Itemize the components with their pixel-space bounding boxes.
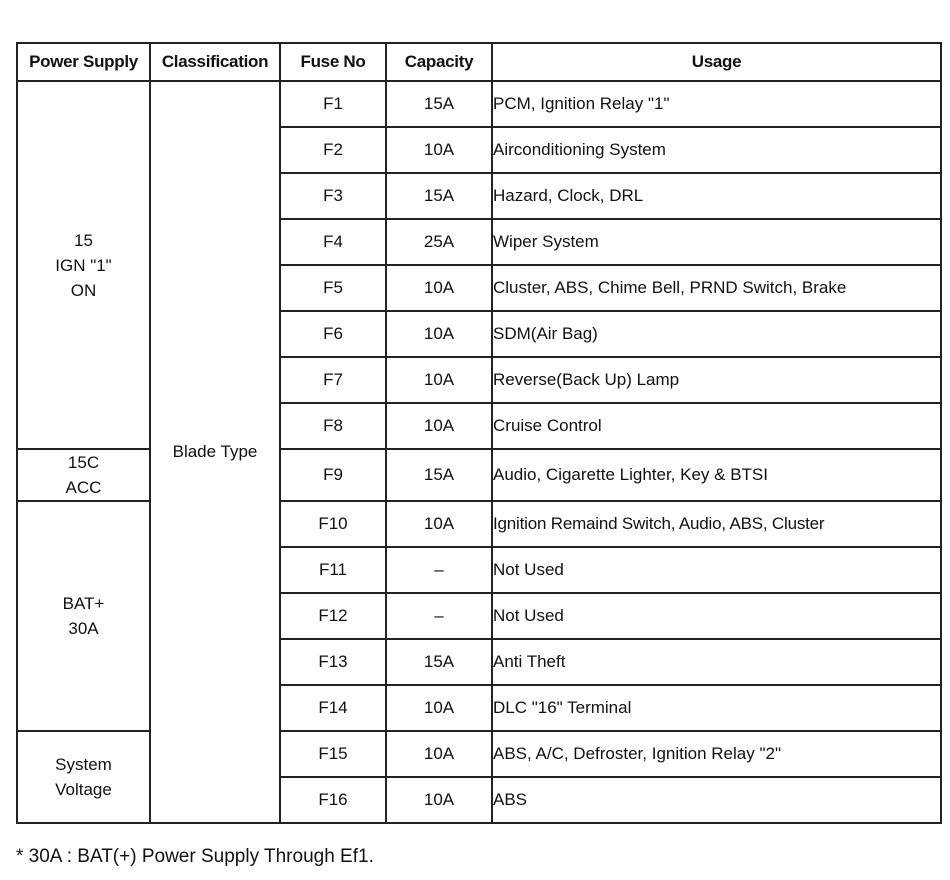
power-supply-line: System [55,755,112,774]
usage-cell: SDM(Air Bag) [492,311,941,357]
fuse-no-cell: F7 [280,357,386,403]
usage-cell: Anti Theft [492,639,941,685]
power-supply-line: ON [70,280,97,300]
capacity-cell: 10A [386,731,492,777]
usage-cell: ABS [492,777,941,823]
capacity-cell: – [386,593,492,639]
fuse-no-cell: F9 [280,449,386,501]
capacity-cell: 15A [386,81,492,127]
fuse-table [16,42,942,824]
fuse-no-cell: F13 [280,639,386,685]
capacity-cell: 15A [386,449,492,501]
table-body [17,81,941,823]
header-row [17,43,941,81]
fuse-no-cell: F3 [280,173,386,219]
fuse-no-cell: F2 [280,127,386,173]
power-supply-line: 30A [68,619,99,638]
capacity-cell: 10A [386,265,492,311]
fuse-no-cell: F6 [280,311,386,357]
capacity-cell: – [386,547,492,593]
classification-cell: Blade Type [150,81,280,823]
usage-cell: Audio, Cigarette Lighter, Key & BTSI [492,449,941,501]
header-classification: Classification [150,43,280,81]
fuse-no-cell: F12 [280,593,386,639]
usage-cell: Ignition Remaind Switch, Audio, ABS, Cluster [492,501,941,547]
usage-cell: Cruise Control [492,403,941,449]
power-supply-line: BAT+ [62,594,105,613]
usage-cell: Wiper System [492,219,941,265]
power-supply-line: ACC [65,478,102,497]
table-row [17,81,941,127]
power-supply-cell [17,731,150,823]
usage-cell: Hazard, Clock, DRL [492,173,941,219]
header-power-supply: Power Supply [17,43,150,81]
usage-cell: Cluster, ABS, Chime Bell, PRND Switch, Brake [492,265,941,311]
capacity-cell: 10A [386,357,492,403]
usage-cell: Not Used [492,593,941,639]
power-supply-line: Voltage [55,780,112,799]
fuse-no-cell: F10 [280,501,386,547]
footnote: * 30A : BAT(+) Power Supply Through Ef1. [16,846,374,867]
fuse-no-cell: F16 [280,777,386,823]
capacity-cell: 25A [386,219,492,265]
power-supply-line: 15 [74,230,93,250]
usage-cell: DLC "16" Terminal [492,685,941,731]
capacity-cell: 10A [386,685,492,731]
fuse-no-cell: F1 [280,81,386,127]
capacity-cell: 10A [386,777,492,823]
header-fuse-no: Fuse No [280,43,386,81]
header-usage: Usage [492,43,941,81]
usage-cell: Reverse(Back Up) Lamp [492,357,941,403]
power-supply-cell [17,81,150,449]
table-header [17,43,941,81]
capacity-cell: 10A [386,311,492,357]
usage-cell: Airconditioning System [492,127,941,173]
power-supply-line: IGN "1" [55,255,112,275]
usage-cell: Not Used [492,547,941,593]
capacity-cell: 15A [386,173,492,219]
power-supply-line: 15C [67,453,100,472]
capacity-cell: 10A [386,127,492,173]
capacity-cell: 15A [386,639,492,685]
fuse-no-cell: F8 [280,403,386,449]
capacity-cell: 10A [386,501,492,547]
usage-cell: PCM, Ignition Relay "1" [492,81,941,127]
fuse-no-cell: F11 [280,547,386,593]
capacity-cell: 10A [386,403,492,449]
fuse-no-cell: F5 [280,265,386,311]
header-capacity: Capacity [386,43,492,81]
fuse-no-cell: F14 [280,685,386,731]
fuse-no-cell: F15 [280,731,386,777]
fuse-no-cell: F4 [280,219,386,265]
power-supply-cell [17,501,150,731]
usage-cell: ABS, A/C, Defroster, Ignition Relay "2" [492,731,941,777]
power-supply-cell [17,449,150,501]
